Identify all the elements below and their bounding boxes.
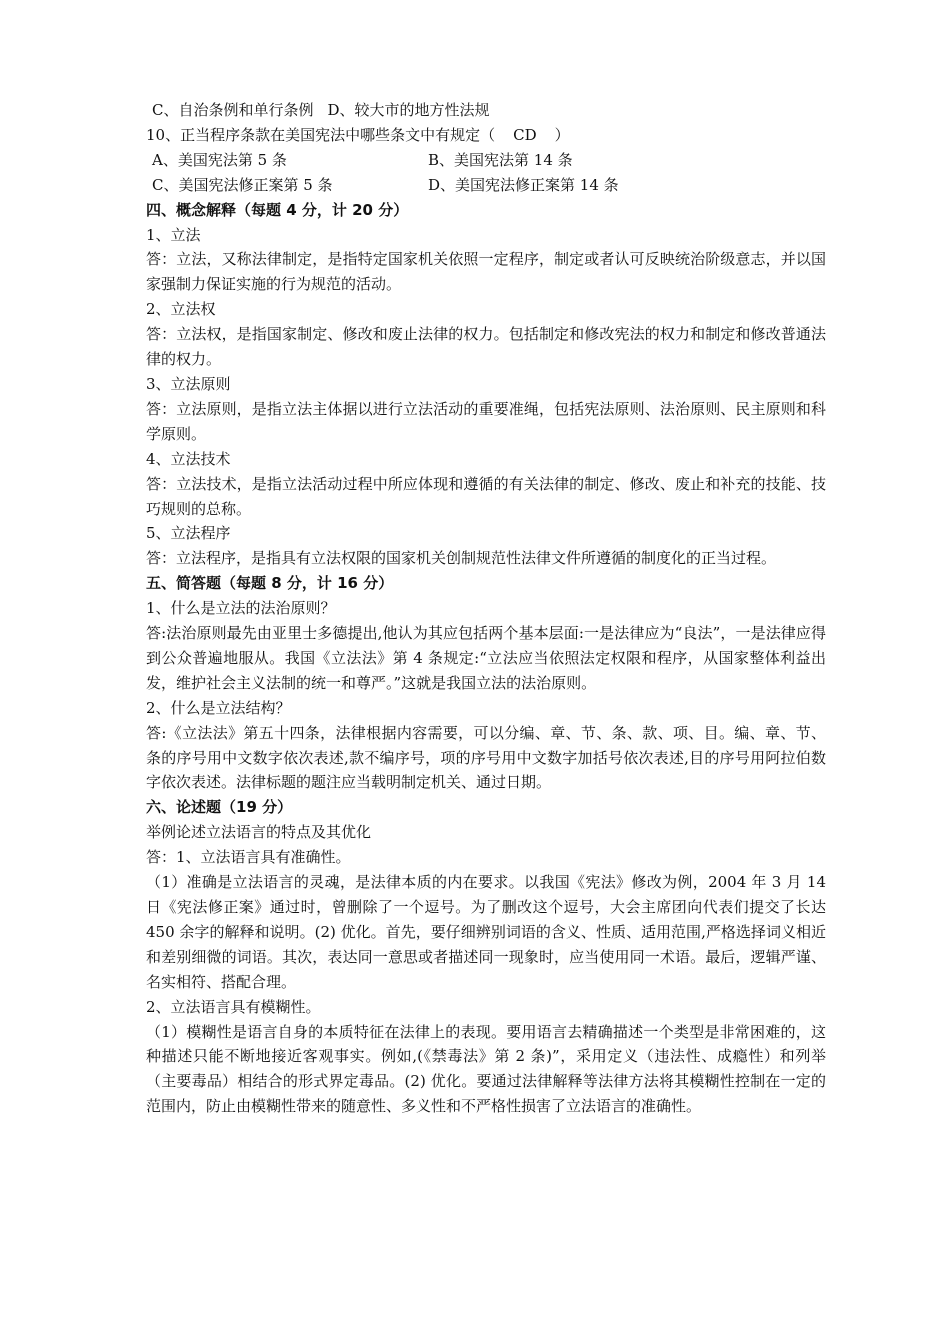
section6-answer-para-2: （1）模糊性是语言自身的本质特征在法律上的表现。要用语言去精确描述一个类型是非常困难的，这种描述只能不断地接近客观事实。例如,(《禁毒法》第 2 条)”，采用定义（违法性、成瘾性）和列举（主要毒品）相结合的形式界定毒品。(2) 优化。要通过法律解释等法律方法将其模糊性控制在一定的范围内，防止由模糊性带来的随意性、多义性和不严格性损害了立法语言的准确性。	[146, 1022, 826, 1116]
section5-question-1: 1、什么是立法的法治原则？	[146, 599, 336, 618]
section6-heading: 六、论述题（19 分）	[146, 798, 293, 817]
section6-answer-point-1: 答：1、立法语言具有准确性。	[146, 848, 351, 867]
q10-option-d: D、美国宪法修正案第 14 条	[428, 175, 619, 194]
section4-answer-4: 答：立法技术，是指立法活动过程中所应体现和遵循的有关法律的制定、修改、废止和补充的技能、技巧规则的总称。	[146, 474, 826, 518]
q10-answer: CD	[513, 125, 537, 144]
q9-options-cd	[146, 98, 826, 123]
q9-option-d: D、较大市的地方性法规	[327, 101, 490, 119]
section4-answer-5: 答：立法程序，是指具有立法权限的国家机关创制规范性法律文件所遵循的制度化的正当过程。	[146, 549, 777, 568]
section5-answer-1: 答:法治原则最先由亚里士多德提出,他认为其应包括两个基本层面:一是法律应为“良法”，一是法律应得到公众普遍地服从。我国《立法法》第 4 条规定:“立法应当依照法定权限和程序，从国家整体利益出发，维护社会主义法制的统一和尊严。”这就是我国立法的法治原则。	[146, 624, 826, 692]
q10-option-b: B、美国宪法第 14 条	[428, 150, 573, 169]
q10-options-cd	[146, 173, 826, 198]
section4-answer-1: 答：立法，又称法律制定，是指特定国家机关依照一定程序，制定或者认可反映统治阶级意志，并以国家强制力保证实施的行为规范的活动。	[146, 250, 826, 294]
section4-heading: 四、概念解释（每题 4 分，计 20 分）	[146, 200, 409, 219]
q10-stem-text: 10、正当程序条款在美国宪法中哪些条文中有规定（	[146, 125, 496, 144]
q10-close: ）	[554, 125, 570, 144]
section4-answer-3: 答：立法原则，是指立法主体据以进行立法活动的重要准绳，包括宪法原则、法治原则、民主原则和科学原则。	[146, 399, 826, 443]
q10-options-ab	[146, 148, 826, 173]
section4-term-1: 1、立法	[146, 225, 201, 244]
section6-question: 举例论述立法语言的特点及其优化	[146, 823, 372, 842]
q10-stem	[146, 123, 826, 148]
section5-answer-2: 答:《立法法》第五十四条，法律根据内容需要，可以分编、章、节、条、款、项、目。编、章、节、条的序号用中文数字依次表述,款不编序号，项的序号用中文数字加括号依次表述,目的序号用阿拉伯数字依次表述。法律标题的题注应当载明制定机关、通过日期。	[146, 723, 826, 792]
section4-term-5: 5、立法程序	[146, 524, 231, 543]
section5-question-2: 2、什么是立法结构？	[146, 698, 291, 717]
q10-option-c: C、美国宪法修正案第 5 条	[152, 175, 333, 194]
section4-term-3: 3、立法原则	[146, 374, 231, 393]
section5-heading: 五、简答题（每题 8 分，计 16 分）	[146, 574, 394, 593]
section6-answer-point-2: 2、立法语言具有模糊性。	[146, 997, 321, 1016]
section4-term-2: 2、立法权	[146, 300, 216, 319]
section6-answer-para-1: （1）准确是立法语言的灵魂，是法律本质的内在要求。以我国《宪法》修改为例，2004 年 3 月 14 日《宪法修正案》通过时，曾删除了一个逗号。为了删改这个逗号，大会主席团向代表们提交了长达 450 余字的解释和说明。(2) 优化。首先，要仔细辨别词语的含义、性质、适用范围,严格选择词义相近和差别细微的词语。其次，表达同一意思或者描述同一现象时，应当使用同一术语。最后，逻辑严谨、名实相符、搭配合理。	[146, 873, 826, 991]
section4-answer-2: 答：立法权，是指国家制定、修改和废止法律的权力。包括制定和修改宪法的权力和制定和修改普通法律的权力。	[146, 325, 826, 369]
section4-term-4: 4、立法技术	[146, 449, 231, 468]
q9-option-c: C、自治条例和单行条例	[152, 101, 314, 119]
q10-option-a: A、美国宪法第 5 条	[152, 150, 287, 169]
document-page	[146, 98, 826, 1119]
